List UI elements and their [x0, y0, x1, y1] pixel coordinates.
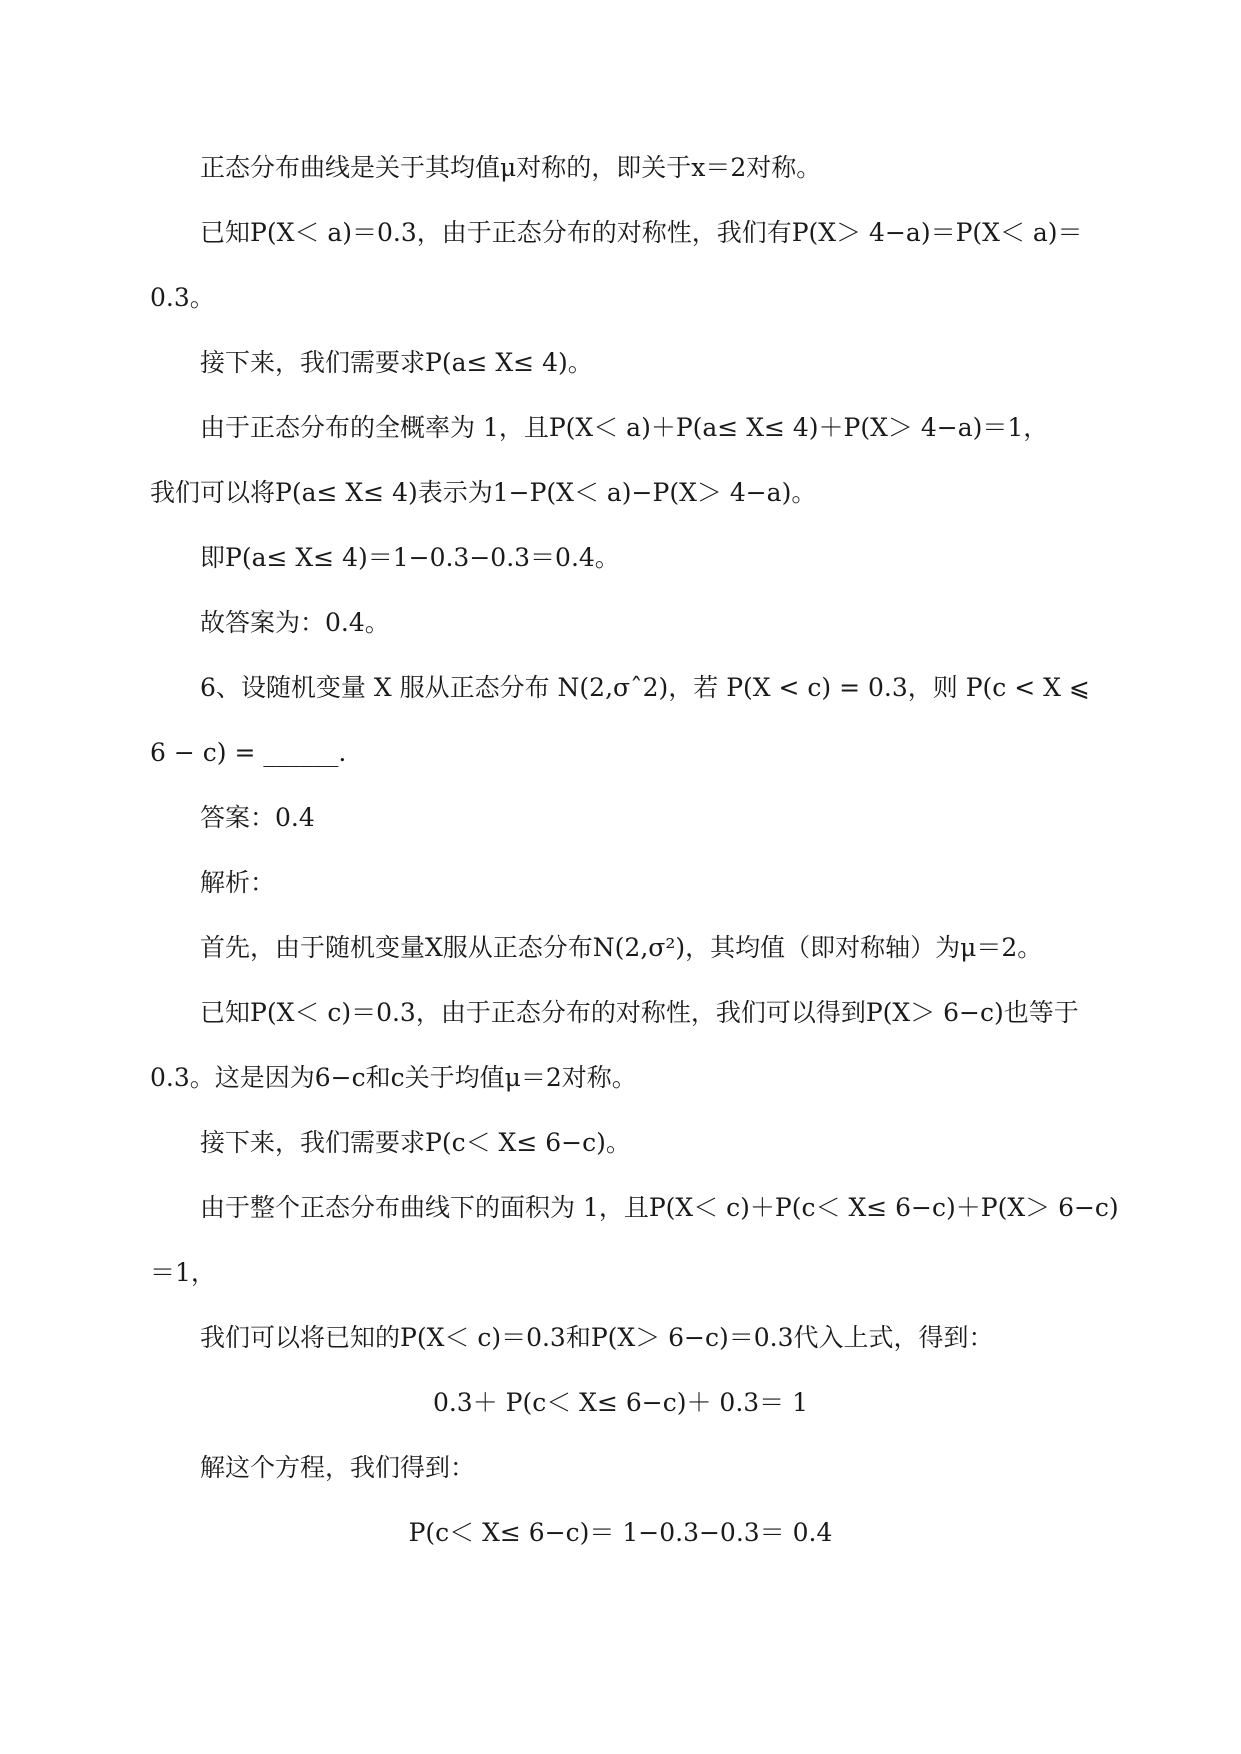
analysis-heading: 解析： [200, 868, 276, 897]
text-line: 0.3。这是因为6−c和c关于均值μ＝2对称。 [150, 1063, 637, 1092]
text-line: 首先，由于随机变量X服从正态分布N(2,σ²)，其均值（即对称轴）为μ＝2。 [200, 933, 1043, 962]
answer-line: 答案：0.4 [200, 803, 315, 832]
text-line: 正态分布曲线是关于其均值μ对称的，即关于x＝2对称。 [200, 153, 822, 182]
text-line: 已知P(X＜ c)＝0.3，由于正态分布的对称性，我们可以得到P(X＞ 6−c)也等于 [200, 998, 1079, 1027]
text-line: 即P(a≤ X≤ 4)＝1−0.3−0.3＝0.4。 [200, 543, 620, 572]
text-line: 由于正态分布的全概率为 1，且P(X＜ a)＋P(a≤ X≤ 4)＋P(X＞ 4−a)＝1， [200, 413, 1049, 442]
text-line: 解这个方程，我们得到： [200, 1453, 476, 1482]
equation-line: 0.3＋ P(c＜ X≤ 6−c)＋ 0.3＝ 1 [432, 1388, 809, 1417]
text-line: 我们可以将已知的P(X＜ c)＝0.3和P(X＞ 6−c)＝0.3代入上式，得到： [200, 1323, 994, 1352]
text-line: 故答案为：0.4。 [200, 608, 390, 637]
text-line: 由于整个正态分布曲线下的面积为 1，且P(X＜ c)＋P(c＜ X≤ 6−c)＋P(X＞ 6−c) [200, 1193, 1119, 1222]
text-line: ＝1， [150, 1258, 216, 1287]
equation-line: P(c＜ X≤ 6−c)＝ 1−0.3−0.3＝ 0.4 [408, 1518, 833, 1547]
question-line: 6、设随机变量 X 服从正态分布 N(2,σˆ2)，若 P(X < c) = 0.3，则 P(c < X ⩽ [200, 673, 1090, 702]
text-line: 接下来，我们需要求P(c＜ X≤ 6−c)。 [200, 1128, 631, 1157]
text-line: 0.3。 [150, 283, 215, 312]
text-line: 接下来，我们需要求P(a≤ X≤ 4)。 [200, 348, 593, 377]
text-line: 已知P(X＜ a)＝0.3，由于正态分布的对称性，我们有P(X＞ 4−a)＝P(X＜ a)＝ [200, 218, 1083, 247]
question-line: 6 − c) = ______. [150, 738, 347, 767]
text-line: 我们可以将P(a≤ X≤ 4)表示为1−P(X＜ a)−P(X＞ 4−a)。 [150, 478, 817, 507]
